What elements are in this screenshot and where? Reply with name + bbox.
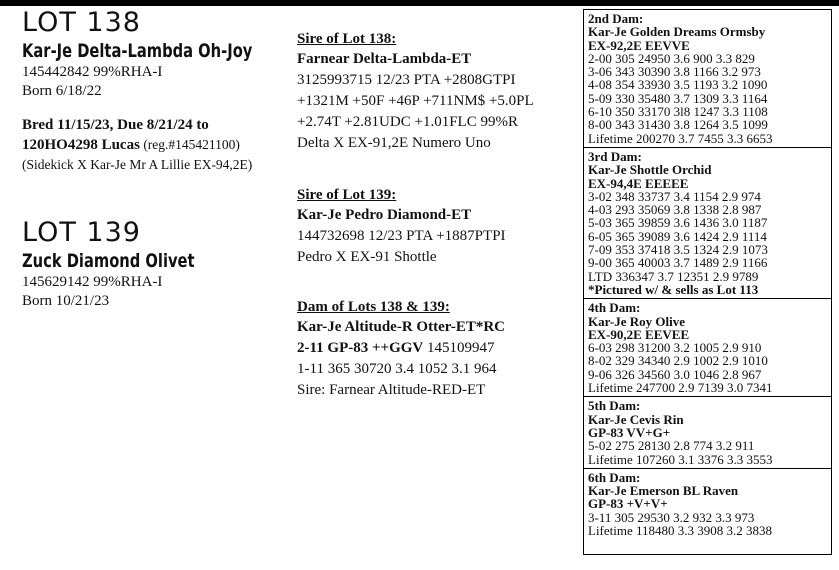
dam-name: Kar-Je Cevis Rin xyxy=(588,411,684,427)
sire-139-heading: Sire of Lot 139: xyxy=(297,187,397,203)
dam-lifetime: LTD 336347 3.7 12351 2.9 9789 xyxy=(588,268,759,284)
dam-record: 9-00 365 40003 3.7 1489 2.9 1166 xyxy=(588,255,768,271)
service-sire-reg: (reg.#145421100) xyxy=(139,137,240,152)
lot-139-title: LOT 139 xyxy=(22,217,141,248)
dam-record: 5-09 330 35480 3.7 1309 3.3 1164 xyxy=(588,90,768,106)
dam-heading: Dam of Lots 138 & 139: xyxy=(297,299,450,315)
dam-lifetime: Lifetime 107260 3.1 3376 3.3 3553 xyxy=(588,451,773,467)
lot-139-name: Zuck Diamond Olivet xyxy=(22,250,195,272)
dam-record: 3-02 348 33737 3.4 1154 2.9 974 xyxy=(588,188,761,204)
lot-138-title: LOT 138 xyxy=(22,7,141,38)
dam-classification xyxy=(297,338,572,359)
dam-record: 6-05 365 39089 3.6 1424 2.9 1114 xyxy=(588,228,767,244)
sire-138-line: +2.74T +2.81UDC +1.01FLC 99%R xyxy=(297,114,518,130)
lot-139-reg: 145629142 99%RHA-I xyxy=(22,274,163,290)
sire-138-heading: Sire of Lot 138: xyxy=(297,31,397,47)
dam-class: EX-90,2E EEVEE xyxy=(588,326,690,342)
dam-lifetime: Lifetime 200270 3.7 7455 3.3 6653 xyxy=(588,130,773,146)
pedigree-dam-5 xyxy=(584,397,831,468)
lots-column xyxy=(22,8,292,311)
lot-138-bred-line1: Bred 11/15/23, Due 8/21/24 to xyxy=(22,117,209,133)
dam-label: 5th Dam: xyxy=(588,398,641,414)
dam-sire: Sire: Farnear Altitude-RED-ET xyxy=(297,382,486,398)
dam-record: 6-10 350 33170 3l8 1247 3.3 1108 xyxy=(588,104,768,120)
dam-name: Kar-Je Shottle Orchid xyxy=(588,162,712,178)
pedigree-dam-2 xyxy=(584,10,831,148)
sire-138-line: +1321M +50F +46P +711NM$ +5.0PL xyxy=(297,93,534,109)
lot-138-born: Born 6/18/22 xyxy=(22,83,102,99)
dam-label: 3rd Dam: xyxy=(588,148,642,164)
dam-record: 8-00 343 31430 3.8 1264 3.5 1099 xyxy=(588,117,768,133)
lot-138-reg: 145442842 99%RHA-I xyxy=(22,64,163,80)
sire-139-section xyxy=(297,186,572,268)
dam-label: 6th Dam: xyxy=(588,469,641,485)
dam-class-score: 2-11 GP-83 ++GGV xyxy=(297,340,424,356)
lot-138-bred-line2 xyxy=(22,135,292,155)
sire-138-line: Delta X EX-91,2E Numero Uno xyxy=(297,135,491,151)
dam-reg: 145109947 xyxy=(423,340,495,356)
lot-139-born: Born 10/21/23 xyxy=(22,293,110,309)
dam-label: 2nd Dam: xyxy=(588,11,644,26)
dam-section xyxy=(297,298,572,401)
dam-note: *Pictured w/ & sells as Lot 113 xyxy=(588,281,759,297)
sire-139-line: 144732698 12/23 PTA +1887PTPI xyxy=(297,228,506,244)
dam-record: 3-06 343 30390 3.8 1166 3.2 973 xyxy=(588,64,761,80)
sire-138-name: Farnear Delta-Lambda-ET xyxy=(297,51,472,67)
dam-record: 8-02 329 34340 2.9 1002 2.9 1010 xyxy=(588,353,768,369)
dam-lifetime: Lifetime 118480 3.3 3908 3.2 3838 xyxy=(588,522,773,538)
dam-record: 4-03 293 35069 3.8 1338 2.8 987 xyxy=(588,202,762,218)
dam-record: 1-11 365 30720 3.4 1052 3.1 964 xyxy=(297,361,497,377)
sire-139-line: Pedro X EX-91 Shottle xyxy=(297,249,437,265)
dam-class: EX-94,4E EEEEE xyxy=(588,175,689,191)
dam-record: 6-03 298 31200 3.2 1005 2.9 910 xyxy=(588,340,762,356)
dam-lifetime: Lifetime 247700 2.9 7139 3.0 7341 xyxy=(588,380,773,396)
pedigree-box xyxy=(583,9,832,555)
sire-138-line: 3125993715 12/23 PTA +2808GTPI xyxy=(297,72,516,88)
sire-139-name: Kar-Je Pedro Diamond-ET xyxy=(297,207,472,223)
dam-name: Kar-Je Emerson BL Raven xyxy=(588,483,739,499)
dam-record: 3-11 305 29530 3.2 932 3.3 973 xyxy=(588,509,755,525)
parents-column xyxy=(297,30,572,401)
dam-record: 7-09 353 37418 3.5 1324 2.9 1073 xyxy=(588,242,768,258)
lot-138-name: Kar-Je Delta-Lambda Oh-Joy xyxy=(22,40,253,62)
pedigree-dam-4 xyxy=(584,299,831,397)
dam-label: 4th Dam: xyxy=(588,300,641,316)
dam-name: Kar-Je Golden Dreams Ormsby xyxy=(588,24,766,40)
service-sire-name: 120HO4298 Lucas xyxy=(22,137,140,153)
lot-138-bred-pedigree: (Sidekick X Kar-Je Mr A Lillie EX-94,2E) xyxy=(22,157,253,172)
top-rule xyxy=(0,0,839,6)
dam-class: GP-83 VV+G+ xyxy=(588,424,671,440)
dam-record: 9-06 326 34560 3.0 1046 2.8 967 xyxy=(588,366,762,382)
dam-record: 2-00 305 24950 3.6 900 3.3 829 xyxy=(588,50,755,66)
dam-name: Kar-Je Roy Olive xyxy=(588,313,685,329)
dam-record: 5-03 365 39859 3.6 1436 3.0 1187 xyxy=(588,215,768,231)
pedigree-dam-3 xyxy=(584,148,831,299)
dam-name: Kar-Je Altitude-R Otter-ET*RC xyxy=(297,319,506,335)
dam-record: 5-02 275 28130 2.8 774 3.2 911 xyxy=(588,438,755,454)
sire-138-section xyxy=(297,30,572,154)
dam-class: EX-92,2E EEVVE xyxy=(588,37,690,53)
pedigree-dam-6 xyxy=(584,469,831,539)
dam-record: 4-08 354 33930 3.5 1193 3.2 1090 xyxy=(588,77,768,93)
dam-class: GP-83 +V+V+ xyxy=(588,496,668,512)
